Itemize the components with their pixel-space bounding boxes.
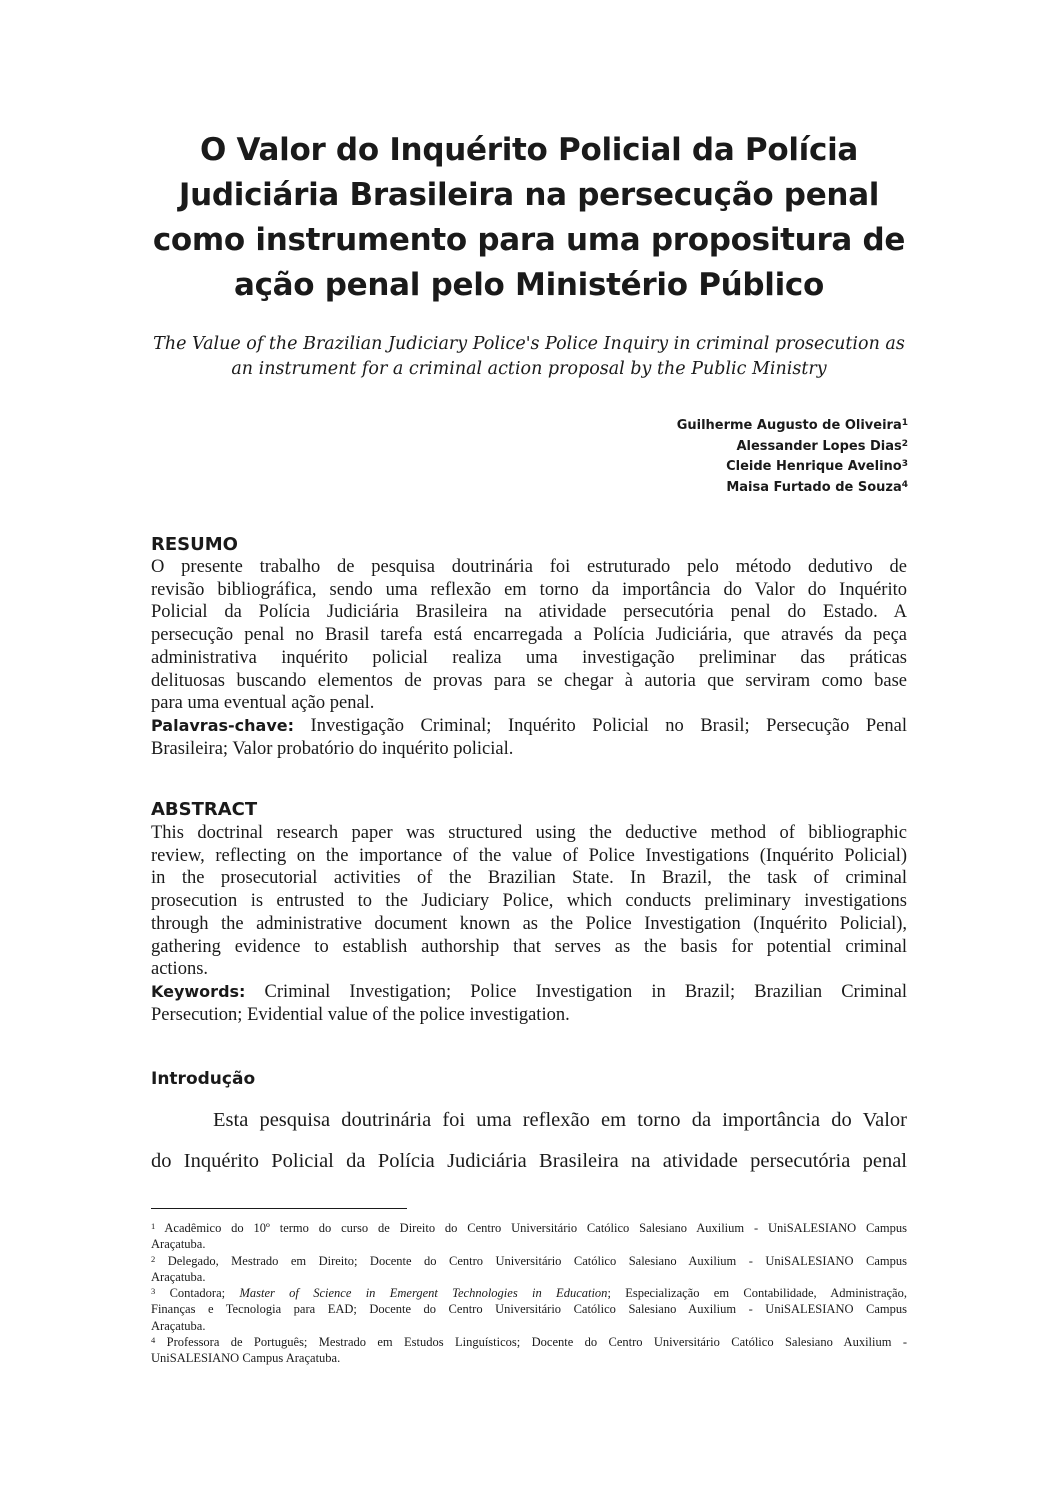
introduction-body [151,1100,907,1182]
footnote-mark: 3 [901,459,908,469]
author-name: Cleide Henrique Avelino [726,459,902,474]
title-line: O Valor do Inquérito Policial da Polícia [199,132,859,168]
footnote-2-cont: Araçatuba. [151,1269,206,1284]
abstract-line: prosecution is entrusted to the Judiciary Police, which conducts preliminary investigations [151,891,907,912]
footnote-mark: 1 [901,418,908,428]
abstract-line: gathering evidence to establish authorship that serves as the basis for potential criminal [151,936,907,957]
title-line: Judiciária Brasileira na persecução penal [178,177,880,213]
abstract-heading: ABSTRACT [151,799,258,820]
resumo-line: revisão bibliográfica, sendo uma reflexão em torno da importância do Valor do Inquérito [151,579,907,600]
footnote-3 [151,1285,907,1301]
footnote-4-cont: UniSALESIANO Campus Araçatuba. [151,1351,341,1366]
title-line: como instrumento para uma propositura de [152,222,906,258]
title-line: ação penal pelo Ministério Público [233,267,825,303]
subtitle-line: The Value of the Brazilian Judiciary Police's Police Inquiry in criminal prosecution as [153,334,905,354]
resumo-line: para uma eventual ação penal. [151,693,375,714]
footnote-separator [151,1208,407,1209]
resumo-line: O presente trabalho de pesquisa doutrinária foi estruturado pelo método dedutivo de [151,557,907,577]
palavras-chave-text: Investigação Criminal; Inquérito Policial no Brasil; Persecução Penal [294,715,907,736]
keywords-line [151,981,907,1004]
abstract-line: actions. [151,959,209,980]
resumo-line: delituosas buscando elementos de provas para se chegar à autoria que serviram como base [151,670,907,691]
author-list [677,416,908,498]
footnote-2 [151,1253,907,1269]
abstract-line: This doctrinal research paper was structured using the deductive method of bibliographic [151,823,907,843]
author [677,478,908,499]
palavras-chave-line [151,715,907,738]
footnote-3-cont: Finanças e Tecnologia para EAD; Docente do Centro Universitário Católico Salesiano Auxilium - UniSALESIANO Campus [151,1302,907,1317]
footnote-mark: 3 [151,1286,156,1297]
author-name: Maisa Furtado de Souza [726,479,902,495]
palavras-chave-label: Palavras-chave: [151,715,295,735]
abstract-body [151,822,907,1026]
footnote-4 [151,1334,907,1350]
footnote-italic-text: Master of Science in Emergent Technologies in Education [239,1286,608,1301]
footnote-text: ; Especialização em Contabilidade, Administração, [607,1286,907,1301]
footnote-mark: 1 [151,1221,156,1231]
footnote-mark: 4 [901,479,908,490]
footnote-1 [151,1220,907,1236]
author [677,437,908,458]
footnotes [151,1220,907,1367]
author [677,416,908,437]
footnote-3-cont: Araçatuba. [151,1318,206,1333]
paper-title [140,128,918,308]
abstract-line: in the prosecutorial activities of the Brazilian State. In Brazil, the task of criminal [151,868,907,889]
resumo-line: administrativa inquérito policial realiza uma investigação preliminar das práticas [151,647,907,668]
introduction-heading: Introdução [151,1069,256,1089]
footnote-text: Contadora; [155,1286,240,1301]
footnote-mark: 4 [151,1335,156,1346]
resumo-line: persecução penal no Brasil tarefa está encarregada a Polícia Judiciária, que através da peça [151,625,907,646]
resumo-body [151,556,907,760]
abstract-line: through the administrative document known as the Police Investigation (Inquérito Policial), [151,913,907,934]
author [677,457,908,478]
keywords-line: Persecution; Evidential value of the police investigation. [151,1004,570,1025]
footnote-text: Acadêmico do 10º termo do curso de Direito do Centro Universitário Católico Salesiano Auxilium - UniSALESIANO Campus [155,1221,907,1235]
introduction-line: do Inquérito Policial da Polícia Judiciária Brasileira na atividade persecutória penal [151,1150,907,1172]
keywords-label: Keywords: [151,981,246,1001]
footnote-text: Professora de Português; Mestrado em Estudos Linguísticos; Docente do Centro Universitário Católico Salesiano Auxilium - [155,1335,907,1350]
resumo-heading: RESUMO [151,534,238,555]
resumo-line: Policial da Polícia Judiciária Brasileira na atividade persecutória penal do Estado. A [151,602,907,623]
author-name: Guilherme Augusto de Oliveira [676,418,902,433]
footnote-1-cont: Araçatuba. [151,1237,206,1252]
introduction-line: Esta pesquisa doutrinária foi uma reflexão em torno da importância do Valor [213,1109,907,1131]
palavras-chave-line: Brasileira; Valor probatório do inquérito policial. [151,738,514,759]
author-name: Alessander Lopes Dias [736,438,902,454]
subtitle-line: an instrument for a criminal action proposal by the Public Ministry [231,359,827,379]
english-title [120,332,938,382]
keywords-text: Criminal Investigation; Police Investigation in Brazil; Brazilian Criminal [245,981,907,1002]
abstract-line: review, reflecting on the importance of the value of Police Investigations (Inquérito Policial) [151,845,907,866]
footnote-mark: 2 [151,1253,156,1264]
footnote-text: Delegado, Mestrado em Direito; Docente do Centro Universitário Católico Salesiano Auxilium - UniSALESIANO Campus [155,1253,907,1268]
footnote-mark: 2 [901,438,908,449]
